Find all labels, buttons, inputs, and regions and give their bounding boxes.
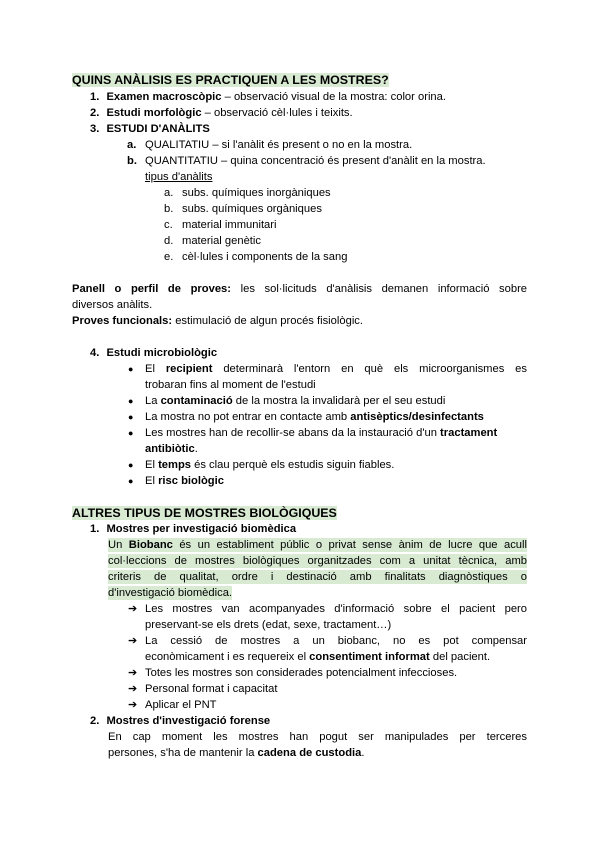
list-item: b. QUANTITATIU – quina concentració és present d'anàlit en la mostra. xyxy=(127,155,486,167)
panell-paragraph: Panell o perfil de proves: les sol·licituds d'anàlisis demanen informació sobre xyxy=(72,283,528,295)
arrow-item-informacio-line2: preservant-se els drets (edat, sexe, tractament…) xyxy=(145,619,392,631)
arrow-item-pnt: Aplicar el PNT xyxy=(145,699,217,711)
tipus-analits-label: tipus d'anàlits xyxy=(145,171,213,183)
micro-bullet-contaminacio: La contaminació de la mostra la invalidarà per el seu estudi xyxy=(145,395,446,407)
list-item: a. subs. químiques inorgàniques xyxy=(164,187,331,199)
bullet-icon: ● xyxy=(128,428,134,438)
list-item: d. material genètic xyxy=(164,235,261,247)
proves-funcionals: Proves funcionals: estimulació de algun procés fisiològic. xyxy=(72,315,364,327)
micro-bullet-antibiotic: Les mostres han de recollir-se abans da la instauració d'un tractament xyxy=(145,427,498,439)
list-item: b. subs. químiques orgàniques xyxy=(164,203,322,215)
bullet-icon: ● xyxy=(128,476,134,486)
arrow-icon: ➔ xyxy=(128,603,138,615)
biobanc-paragraph: Un Biobanc és un establiment públic o privat sense ànim de lucre que acull xyxy=(108,539,527,551)
list-item: 2. Mostres d'investigació forense xyxy=(90,715,271,727)
micro-bullet-antibiotic-line2: antibiòtic. xyxy=(145,443,198,455)
section-heading-altres: ALTRES TIPUS DE MOSTRES BIOLÒGIQUES xyxy=(72,506,337,520)
arrow-item-cessio: La cessió de mostres a un biobanc, no es pot compensar xyxy=(145,635,527,647)
list-item: 1. Examen macroscòpic – observació visual de la mostra: color orina. xyxy=(90,91,446,103)
panell-paragraph-line2: diversos anàlits. xyxy=(72,299,153,311)
micro-bullet-risc: El risc biològic xyxy=(145,475,224,487)
list-item: 4. Estudi microbiològic xyxy=(90,347,218,359)
bullet-icon: ● xyxy=(128,460,134,470)
biobanc-line4: d'investigació biomèdica. xyxy=(108,587,233,599)
arrow-item-infeccioses: Totes les mostres son considerades potencialment infeccioses. xyxy=(145,667,458,679)
biobanc-line3: criteris de qualitat, ordre i destinació amb finalitats diagnòstiques o xyxy=(108,571,527,583)
arrow-icon: ➔ xyxy=(128,699,138,711)
arrow-icon: ➔ xyxy=(128,683,138,695)
arrow-item-personal: Personal format i capacitat xyxy=(145,683,278,695)
micro-bullet-recipient: El recipient determinarà l'entorn en què els microorganismes es xyxy=(145,363,527,375)
list-item: 2. Estudi morfològic – observació cèl·lules i teixits. xyxy=(90,107,353,119)
arrow-item-informacio: Les mostres van acompanyades d'informació sobre el pacient pero xyxy=(145,603,527,615)
list-item: 3. ESTUDI D'ANÀLITS xyxy=(90,123,210,135)
biobanc-line2: col·leccions de mostres biològiques organitzades com a unitat tècnica, amb xyxy=(108,555,527,567)
micro-bullet-recipient-line2: trobaran fins al moment de l'estudi xyxy=(145,379,316,391)
arrow-icon: ➔ xyxy=(128,635,138,647)
bullet-icon: ● xyxy=(128,412,134,422)
forense-paragraph-line2: persones, s'ha de mantenir la cadena de custodia. xyxy=(108,747,365,759)
list-item: a. QUALITATIU – si l'anàlit és present o no en la mostra. xyxy=(127,139,413,151)
list-item: 1. Mostres per investigació biomèdica xyxy=(90,523,297,535)
micro-bullet-temps: El temps és clau perquè els estudis siguin fiables. xyxy=(145,459,395,471)
bullet-icon: ● xyxy=(128,396,134,406)
list-item: e. cèl·lules i components de la sang xyxy=(164,251,348,263)
arrow-icon: ➔ xyxy=(128,667,138,679)
arrow-item-cessio-line2: econòmicament i es requereix el consentiment informat del pacient. xyxy=(145,651,491,663)
micro-bullet-antiseptics: La mostra no pot entrar en contacte amb antisèptics/desinfectants xyxy=(145,411,484,423)
bullet-icon: ● xyxy=(128,364,134,374)
list-item: c. material immunitari xyxy=(164,219,277,231)
section-heading-analisis: QUINS ANÀLISIS ES PRACTIQUEN A LES MOSTRES? xyxy=(72,73,389,87)
forense-paragraph: En cap moment les mostres han pogut ser manipulades per terceres xyxy=(108,731,527,743)
